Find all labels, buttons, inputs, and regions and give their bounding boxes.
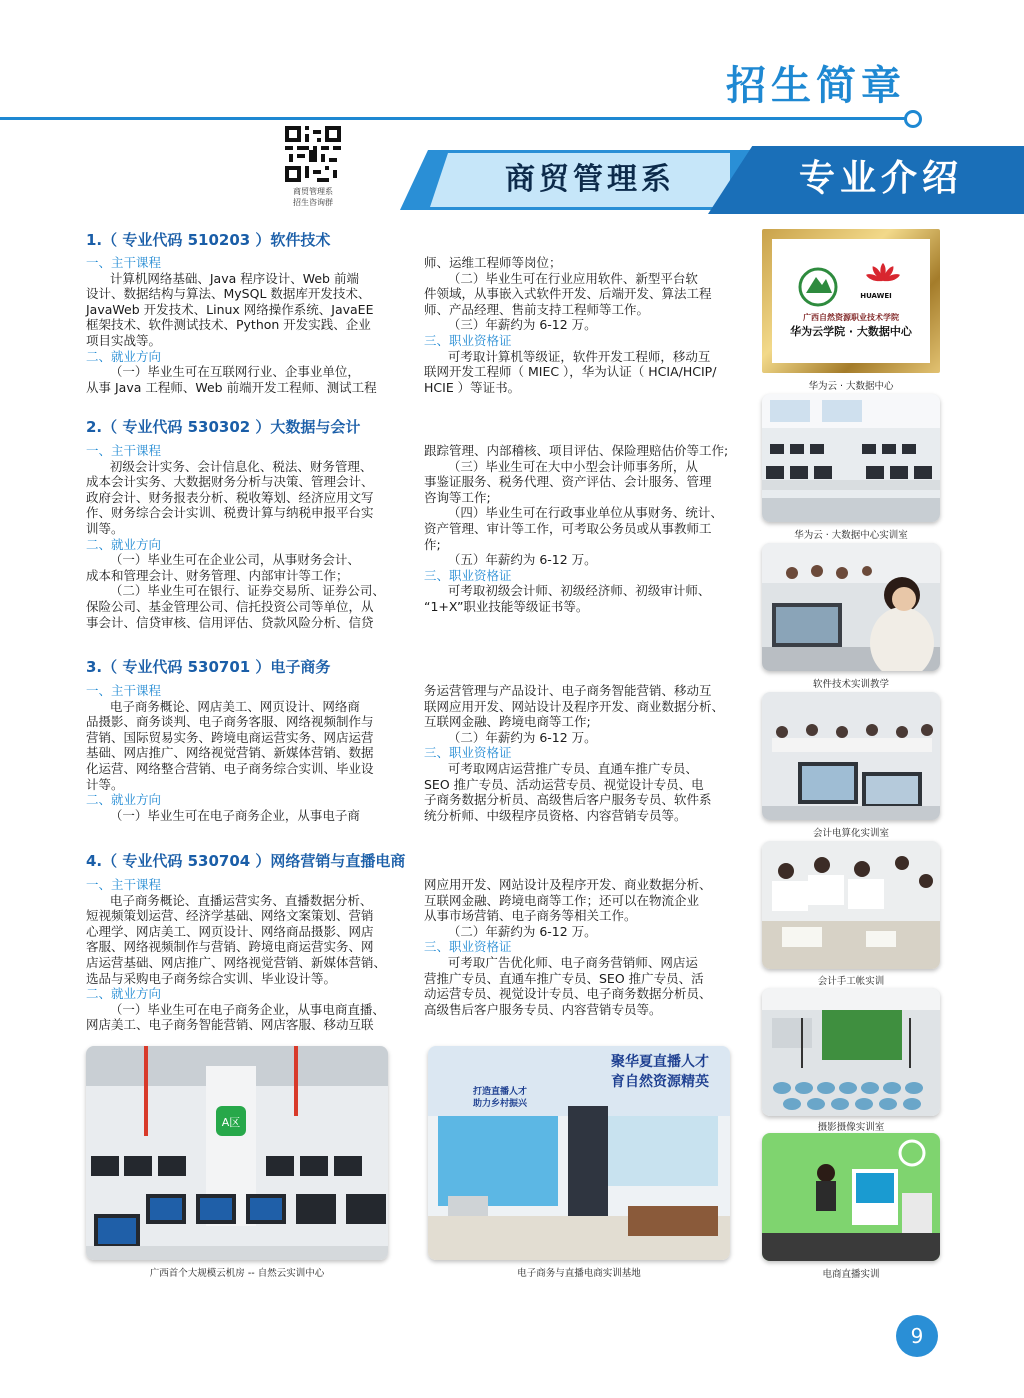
text-line: 互联网金融、跨境电商等工作；还可以在物流企业 bbox=[424, 892, 700, 908]
subheading: 二、就业方向 bbox=[86, 348, 162, 364]
caption-cloud-computer-lab: 广西首个大规模云机房 -- 自然云实训中心 bbox=[149, 1268, 325, 1279]
caption-photography-studio: 摄影摄像实训室 bbox=[817, 1122, 885, 1133]
text-line: （五）年薪约为 6-12 万。 bbox=[424, 552, 597, 568]
section-2-right-column bbox=[424, 443, 754, 615]
wall-slogan-4: 助力乡村振兴 bbox=[472, 1099, 528, 1109]
text-line: （三）毕业生可在大中小型会计师事务所，从 bbox=[424, 458, 698, 474]
text-line: 从事市场营销、电子商务等相关工作。 bbox=[424, 908, 637, 924]
text-line: 店运营基础、网店推广、网络视觉营销、新媒体营销、 bbox=[86, 954, 387, 970]
text-line: 网店美工、电子商务智能营销、网店客服、移动互联 bbox=[86, 1017, 374, 1033]
text-line: 互联网金融、跨境电商等工作; bbox=[424, 714, 591, 730]
text-line: 师、运维工程师等岗位； bbox=[424, 255, 562, 270]
section-title: 专业介绍 bbox=[798, 158, 963, 199]
wall-slogan-2: 育自然资源精英 bbox=[611, 1074, 709, 1090]
text-line: 计等。 bbox=[86, 776, 124, 792]
text-line: 框架技术、软件测试技术、Python 开发实践、企业 bbox=[86, 317, 371, 333]
text-line: 咨询等工作; bbox=[424, 489, 491, 505]
text-line: 作、财务综合会计实训、税费计算与纳税申报平台实 bbox=[86, 505, 374, 521]
text-line: “1+X”职业技能等级证书等。 bbox=[424, 598, 589, 614]
text-line: HCIE ）等证书。 bbox=[424, 379, 521, 395]
section-2-left-column bbox=[86, 443, 416, 630]
text-line: 基础、网店推广、网络视觉营销、新媒体营销、数据 bbox=[86, 745, 374, 761]
text-line: 件领域，从事嵌入式软件开发、后端开发、算法工程 bbox=[424, 286, 712, 302]
photo-manual-bookkeeping bbox=[762, 841, 940, 969]
text-line: 计算机网络基础、Java 程序设计、Web 前端 bbox=[86, 270, 359, 286]
photo-livestream-training bbox=[762, 1133, 940, 1261]
section-4-title: 4.（ 专业代码 530704 ）网络营销与直播电商 bbox=[86, 852, 406, 870]
text-line: 联网开发工程师（ MIEC ），华为认证（ HCIA/HCIP/ bbox=[424, 364, 717, 380]
text-line: 项目实战等。 bbox=[86, 332, 162, 348]
section-1-right-column bbox=[424, 255, 754, 395]
section-1-title: 1.（ 专业代码 510203 ）软件技术 bbox=[86, 231, 331, 249]
plaque-school-name: 广西自然资源职业技术学院 bbox=[803, 313, 899, 322]
caption-computerized-accounting: 会计电算化实训室 bbox=[812, 828, 889, 839]
caption-ecommerce-base: 电子商务与直播电商实训基地 bbox=[517, 1268, 641, 1279]
wall-slogan-1: 聚华夏直播人才 bbox=[611, 1054, 709, 1070]
caption-datacenter-lab: 华为云 · 大数据中心实训室 bbox=[794, 530, 908, 541]
subheading: 一、主干课程 bbox=[86, 443, 162, 458]
text-line: （一）毕业生可在电子商务企业，从事电子商 bbox=[86, 807, 360, 823]
text-line: JavaWeb 开发技术、Linux 网络操作系统、JavaEE bbox=[86, 301, 374, 317]
text-line: 务运营管理与产品设计、电子商务智能营销、移动互 bbox=[424, 683, 712, 698]
plaque-main-text: 华为云学院 · 大数据中心 bbox=[790, 325, 912, 338]
text-line: 选品与采购电子商务综合实训、毕业设计等。 bbox=[86, 970, 337, 986]
text-line: 客服、网络视频制作与营销、跨境电商运营实务、网 bbox=[86, 939, 374, 955]
qr-code-icon[interactable] bbox=[285, 126, 341, 182]
huawei-logo-text: HUAWEI bbox=[860, 292, 892, 300]
section-3-right-column bbox=[424, 683, 754, 823]
photo-datacenter-lab bbox=[762, 394, 940, 522]
section-4-left-column bbox=[86, 877, 416, 1033]
text-line: （一）毕业生可在电子商务企业，从事电商直播、 bbox=[86, 1001, 385, 1017]
header-rule bbox=[0, 117, 912, 120]
text-line: 从事 Java 工程师、Web 前端开发工程师、测试工程 bbox=[86, 379, 377, 395]
text-line: 可考取网店运营推广专员、直通车推广专员、 bbox=[424, 760, 698, 776]
text-line: 保险公司、基金管理公司、信托投资公司等单位，从 bbox=[86, 598, 374, 614]
text-line: 联网应用开发、网站设计及程序开发、商业数据分析、 bbox=[424, 698, 725, 714]
text-line: 成本会计实务、大数据财务分析与决策、管理会计、 bbox=[86, 474, 374, 490]
text-line: 心理学、网店美工、网页设计、网络商品摄影、网店 bbox=[86, 923, 374, 939]
text-line: 短视频策划运营、经济学基础、网络文案策划、营销 bbox=[86, 908, 374, 924]
text-line: 训等。 bbox=[86, 520, 124, 536]
text-line: 电子商务概论、网店美工、网页设计、网络商 bbox=[86, 698, 360, 714]
text-line: 品摄影、商务谈判、电子商务客服、网络视频制作与 bbox=[86, 714, 374, 730]
text-line: （一）毕业生可在互联网行业、企事业单位， bbox=[86, 364, 360, 380]
dept-name: 商贸管理系 bbox=[505, 162, 675, 197]
photo-computerized-accounting bbox=[762, 692, 940, 820]
text-line: 营销、国际贸易实务、跨境电商运营实务、网店运营 bbox=[86, 729, 374, 745]
text-line: （二）毕业生可在行业应用软件、新型平台软 bbox=[424, 270, 698, 286]
subheading: 二、就业方向 bbox=[86, 792, 162, 808]
text-line: 化运营、网络整合营销、电子商务综合实训、毕业设 bbox=[86, 760, 374, 776]
photo-ecommerce-base bbox=[428, 1046, 730, 1260]
zone-sign-text: A区 bbox=[221, 1116, 241, 1129]
text-line: 高级售后客户服务专员、内容营销专员等。 bbox=[424, 1001, 662, 1017]
text-line: （二）毕业生可在银行、证券交易所、证券公司、 bbox=[86, 583, 385, 599]
text-line: 师、产品经理、售前支持工程师等工作。 bbox=[424, 301, 650, 317]
text-line: 政府会计、财务报表分析、税收筹划、经济应用文写 bbox=[86, 489, 374, 505]
qr-caption bbox=[262, 186, 364, 208]
text-line: 事会计、信贷审核、信用评估、贷款风险分析、信贷 bbox=[86, 614, 374, 630]
section-1-left-column bbox=[86, 255, 416, 395]
subheading: 一、主干课程 bbox=[86, 255, 162, 270]
page-number: 9 bbox=[896, 1315, 938, 1357]
caption-livestream-training: 电商直播实训 bbox=[822, 1269, 880, 1280]
text-line: 可考取计算机等级证，软件开发工程师，移动互 bbox=[424, 348, 711, 364]
text-line: 事鉴证服务、税务代理、资产评估、会计服务、管理 bbox=[424, 474, 712, 490]
text-line: SEO 推广专员、活动运营专员、视觉设计专员、电 bbox=[424, 776, 704, 792]
subheading: 一、主干课程 bbox=[86, 877, 162, 892]
text-line: （二）年薪约为 6-12 万。 bbox=[424, 923, 597, 939]
section-4-right-column bbox=[424, 877, 754, 1017]
section-2-title: 2.（ 专业代码 530302 ）大数据与会计 bbox=[86, 418, 361, 436]
header-dot bbox=[904, 110, 922, 128]
text-line: 动运营专员、视觉设计专员、电子商务数据分析员、 bbox=[424, 986, 712, 1002]
qr-caption-line2: 招生咨询群 bbox=[293, 198, 333, 207]
subheading: 三、职业资格证 bbox=[424, 567, 512, 583]
section-3-left-column bbox=[86, 683, 416, 823]
subheading: 三、职业资格证 bbox=[424, 939, 512, 955]
photo-cloud-computer-lab bbox=[86, 1046, 388, 1260]
subheading: 二、就业方向 bbox=[86, 536, 162, 552]
text-line: 成本和管理会计、财务管理、内部审计等工作； bbox=[86, 567, 349, 583]
text-line: 网应用开发、网站设计及程序开发、商业数据分析、 bbox=[424, 877, 712, 892]
text-line: （四）毕业生可在行政事业单位从事财务、统计、 bbox=[424, 505, 723, 521]
section-3-title: 3.（ 专业代码 530701 ）电子商务 bbox=[86, 658, 331, 676]
text-line: 初级会计实务、会计信息化、税法、财务管理、 bbox=[86, 458, 373, 474]
brand-title: 招生简章 bbox=[726, 63, 906, 109]
text-line: 资产管理、审计等工作，可考取公务员或从事教师工 bbox=[424, 520, 712, 536]
plaque-panel bbox=[772, 239, 930, 363]
text-line: （二）年薪约为 6-12 万。 bbox=[424, 729, 597, 745]
wall-slogan-3: 打造直播人才 bbox=[472, 1087, 528, 1097]
caption-software-training: 软件技术实训教学 bbox=[812, 679, 889, 690]
qr-caption-line1: 商贸管理系 bbox=[293, 187, 333, 196]
text-line: 子商务数据分析员、高级售后客户服务专员、软件系 bbox=[424, 792, 712, 808]
subheading: 二、就业方向 bbox=[86, 986, 162, 1002]
text-line: 作; bbox=[424, 536, 441, 552]
text-line: 跟踪管理、内部稽核、项目评估、保险理赔估价等工作; bbox=[424, 443, 729, 458]
text-line: 营推广专员、直通车推广专员、SEO 推广专员、活 bbox=[424, 970, 704, 986]
text-line: 可考取初级会计师、初级经济师、初级审计师、 bbox=[424, 583, 711, 599]
photo-software-training bbox=[762, 543, 940, 671]
text-line: （三）年薪约为 6-12 万。 bbox=[424, 317, 597, 333]
text-line: 设计、数据结构与算法、MySQL 数据库开发技术、 bbox=[86, 286, 371, 302]
subheading: 一、主干课程 bbox=[86, 683, 162, 698]
text-line: 可考取广告优化师、电子商务营销师、网店运 bbox=[424, 954, 698, 970]
caption-plaque: 华为云 · 大数据中心 bbox=[808, 381, 894, 392]
photo-photography-studio bbox=[762, 988, 940, 1116]
caption-manual-bookkeeping: 会计手工帐实训 bbox=[817, 976, 885, 987]
text-line: （一）毕业生可在企业公司，从事财务会计、 bbox=[86, 552, 360, 568]
text-line: 统分析师、中级程序员资格、内容营销专员等。 bbox=[424, 807, 687, 823]
subheading: 三、职业资格证 bbox=[424, 745, 512, 761]
text-line: 电子商务概论、直播运营实务、直播数据分析、 bbox=[86, 892, 373, 908]
subheading: 三、职业资格证 bbox=[424, 332, 512, 348]
